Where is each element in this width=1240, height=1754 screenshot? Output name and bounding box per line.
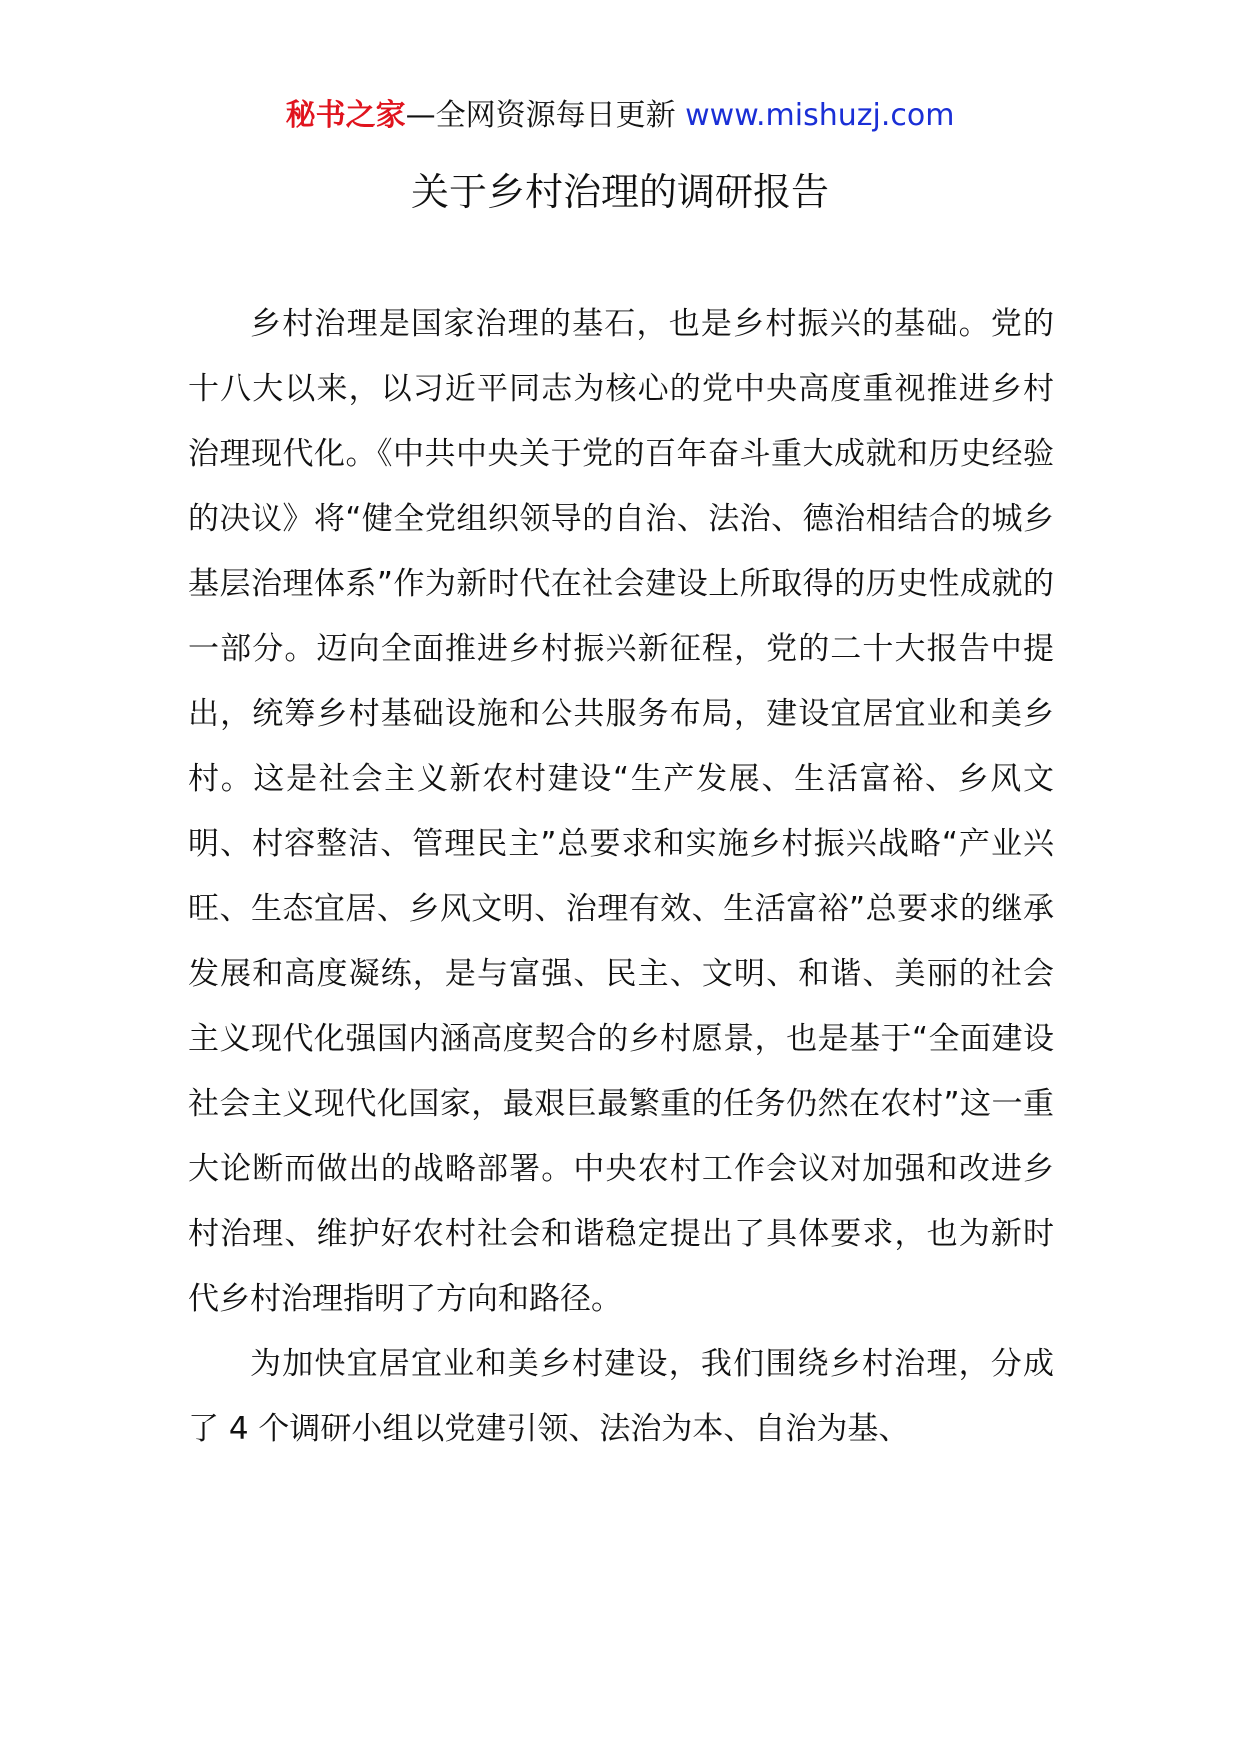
site-brand: 秘书之家 xyxy=(285,98,406,133)
site-header xyxy=(0,96,1240,136)
site-tagline: —全网资源每日更新 xyxy=(405,98,676,133)
site-url-link[interactable]: www.mishuzj.com xyxy=(685,98,955,133)
paragraph: 乡村治理是国家治理的基石，也是乡村振兴的基础。党的十八大以来，以习近平同志为核心的党中央高度重视推进乡村治理现代化。《中共中央关于党的百年奋斗重大成就和历史经验的决议》将“健全党组织领导的自治、法治、德治相结合的城乡基层治理体系”作为新时代在社会建设上所取得的历史性成就的一部分。迈向全面推进乡村振兴新征程，党的二十大报告中提出，统筹乡村基础设施和公共服务布局，建设宜居宜业和美乡村。这是社会主义新农村建设“生产发展、生活富裕、乡风文明、村容整洁、管理民主”总要求和实施乡村振兴战略“产业兴旺、生态宜居、乡风文明、治理有效、生活富裕”总要求的继承发展和高度凝练，是与富强、民主、文明、和谐、美丽的社会主义现代化强国内涵高度契合的乡村愿景，也是基于“全面建设社会主义现代化国家，最艰巨最繁重的任务仍然在农村”这一重大论断而做出的战略部署。中央农村工作会议对加强和改进乡村治理、维护好农村社会和谐稳定提出了具体要求，也为新时代乡村治理指明了方向和路径。 xyxy=(188,306,1054,1317)
paragraph: 为加快宜居宜业和美乡村建设，我们围绕乡村治理，分成了 4 个调研小组以党建引领、法治为本、自治为基、 xyxy=(188,1346,1054,1447)
document-body xyxy=(188,292,1054,1462)
document-title: 关于乡村治理的调研报告 xyxy=(410,170,829,214)
